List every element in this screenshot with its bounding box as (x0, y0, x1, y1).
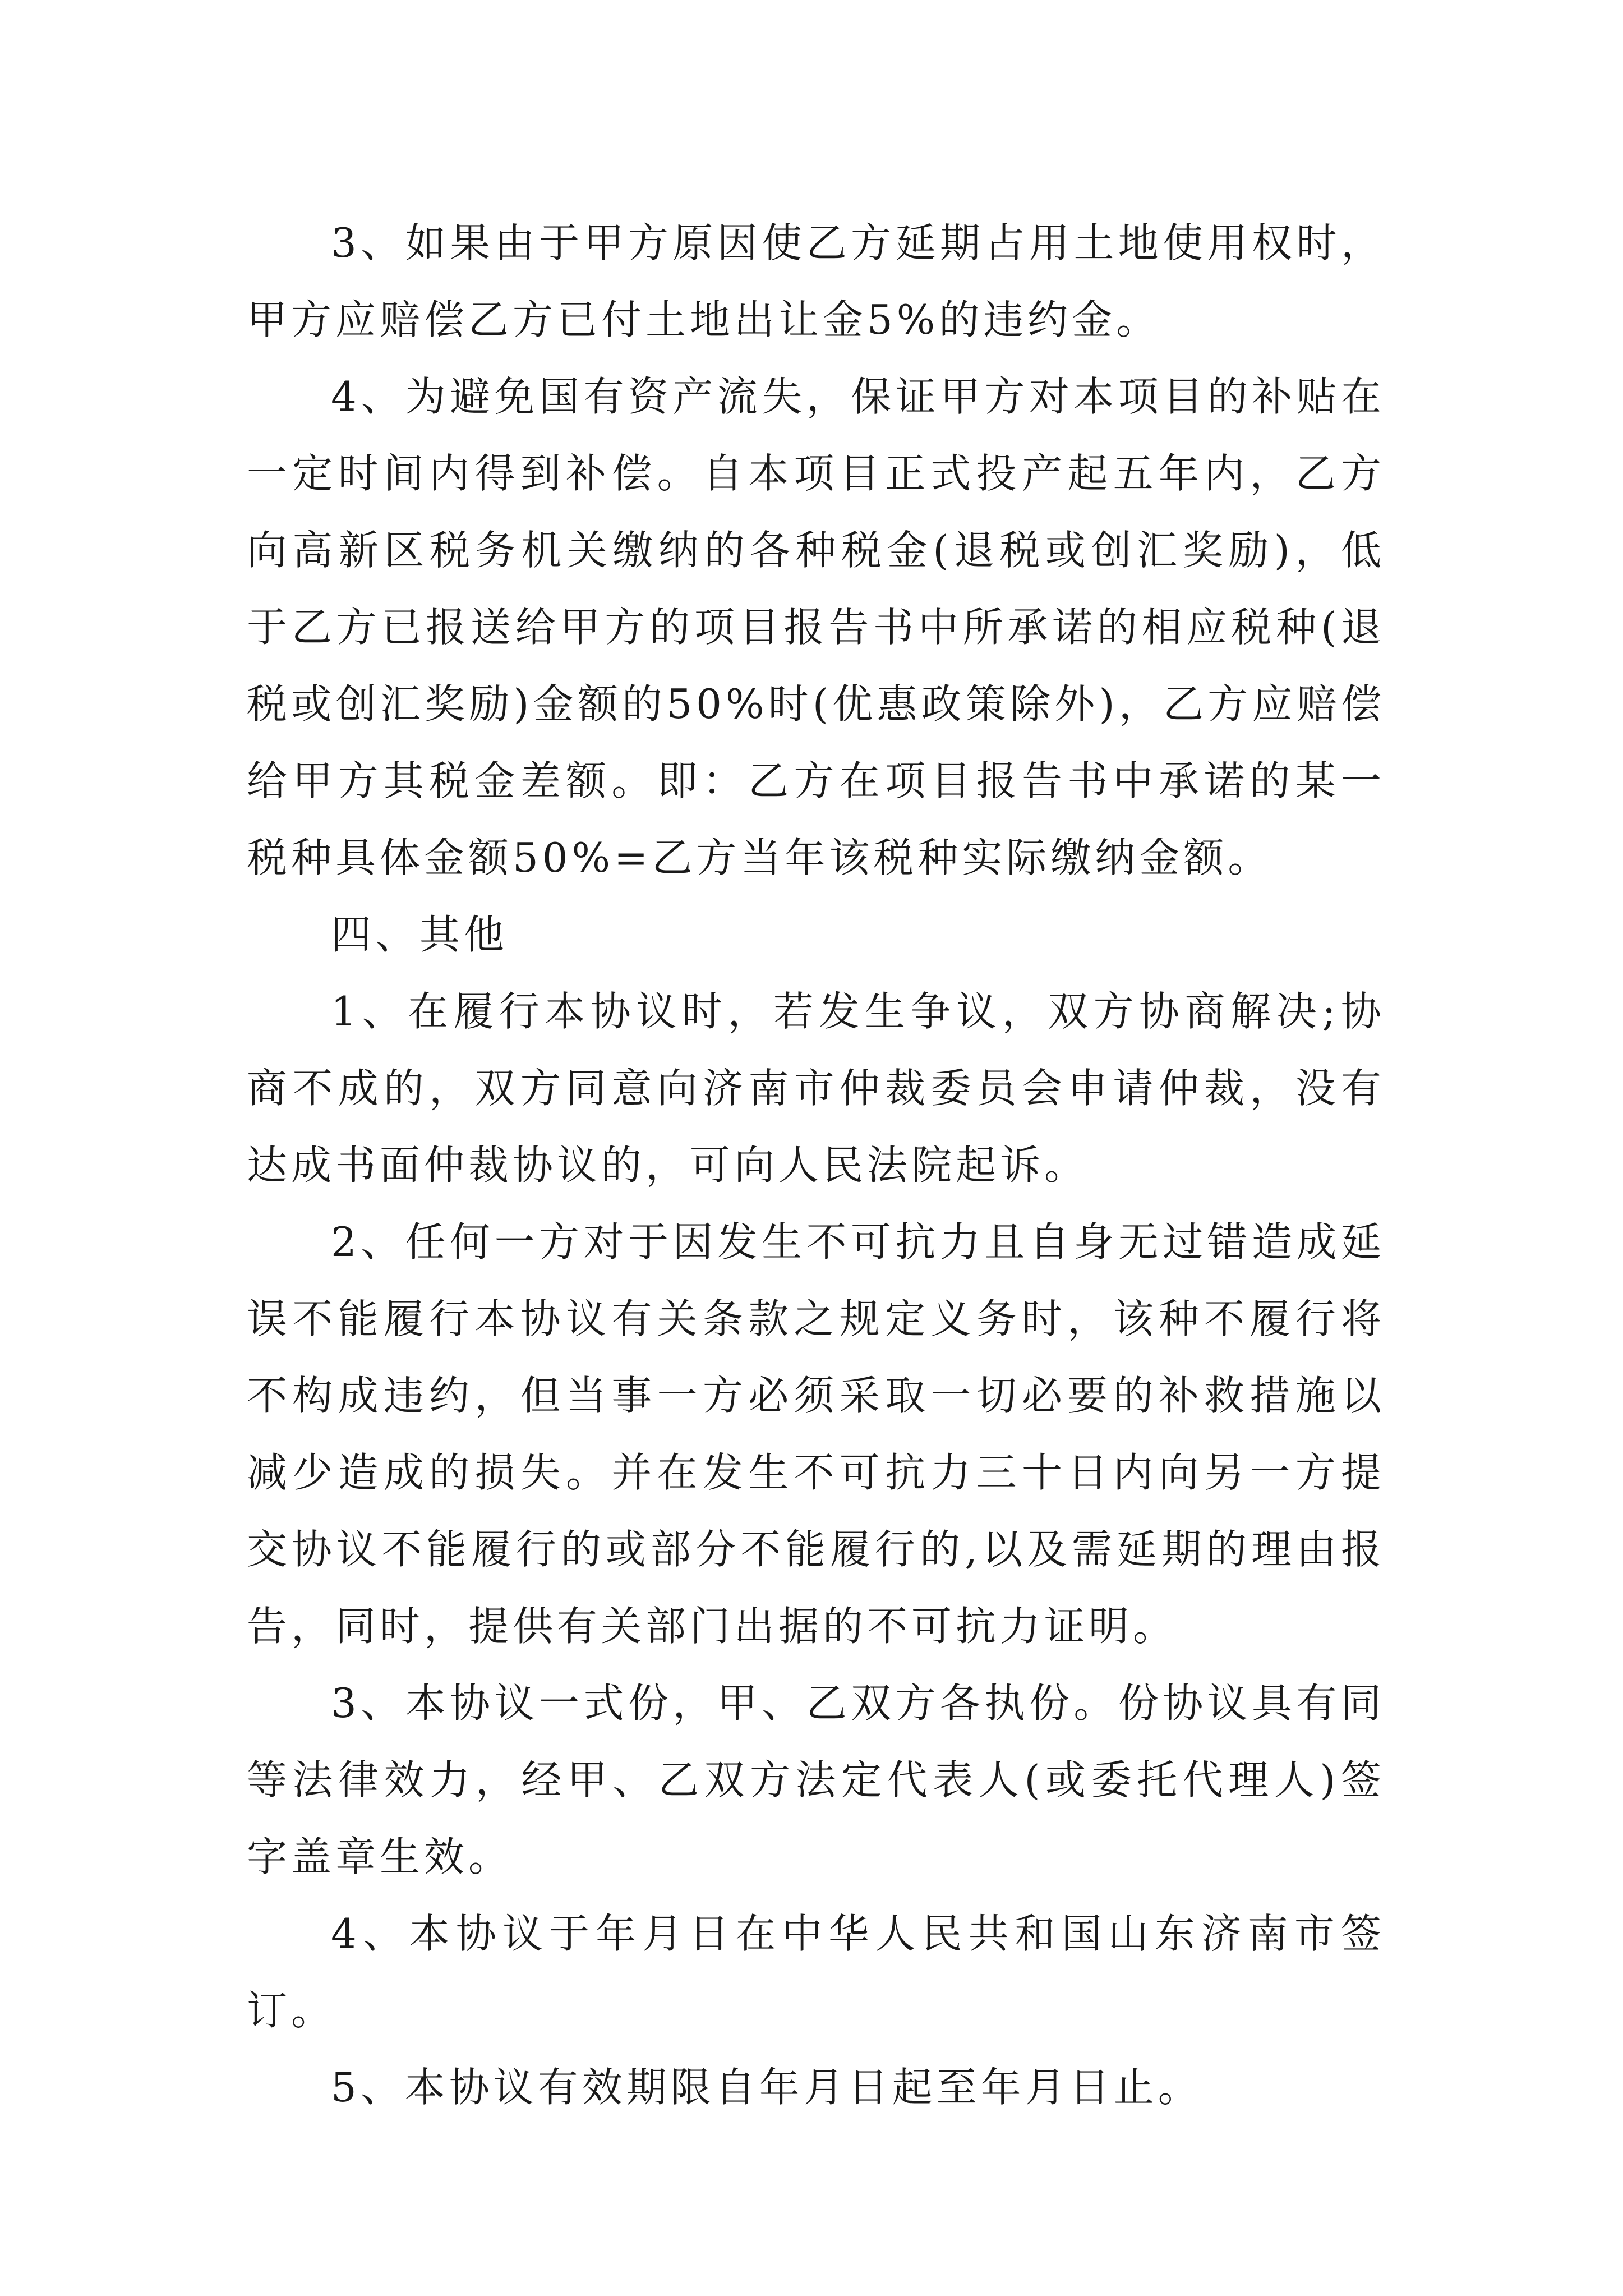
other-clause-1-paragraph: 1、在履行本协议时，若发生争议，双方协商解决;协商不成的，双方同意向济南市仲裁委员会申请仲裁，没有达成书面仲裁协议的，可向人民法院起诉。 (247, 988, 1385, 1189)
other-clause-3-paragraph: 3、本协议一式份，甲、乙双方各执份。份协议具有同等法律效力，经甲、乙双方法定代表人(或委托代理人)签字盖章生效。 (247, 1680, 1385, 1880)
section-heading-other: 四、其他 (331, 911, 509, 958)
other-clause-2-paragraph: 2、任何一方对于因发生不可抗力且自身无过错造成延误不能履行本协议有关条款之规定义务时，该种不履行将不构成违约，但当事一方必须采取一切必要的补救措施以减少造成的损失。并在发生不可抗力三十日内向另一方提交协议不能履行的或部分不能履行的,以及需延期的理由报告，同时，提供有关部门出据的不可抗力证明。 (247, 1218, 1385, 1650)
other-clause-4-paragraph: 4、本协议于年月日在中华人民共和国山东济南市签订。 (247, 1910, 1385, 2034)
clause-4-paragraph: 4、为避免国有资产流失，保证甲方对本项目的补贴在一定时间内得到补偿。自本项目正式投产起五年内，乙方向高新区税务机关缴纳的各种税金(退税或创汇奖励)，低于乙方已报送给甲方的项目报告书中所承诺的相应税种(退税或创汇奖励)金额的50%时(优惠政策除外)，乙方应赔偿给甲方其税金差额。即：乙方在项目报告书中承诺的某一税种具体金额50%=乙方当年该税种实际缴纳金额。 (247, 373, 1385, 881)
document-page (247, 205, 1385, 2126)
other-clause-5-paragraph: 5、本协议有效期限自年月日起至年月日止。 (331, 2064, 1202, 2111)
clause-3-paragraph: 3、如果由于甲方原因使乙方延期占用土地使用权时，甲方应赔偿乙方已付土地出让金5%的违约金。 (247, 219, 1385, 343)
